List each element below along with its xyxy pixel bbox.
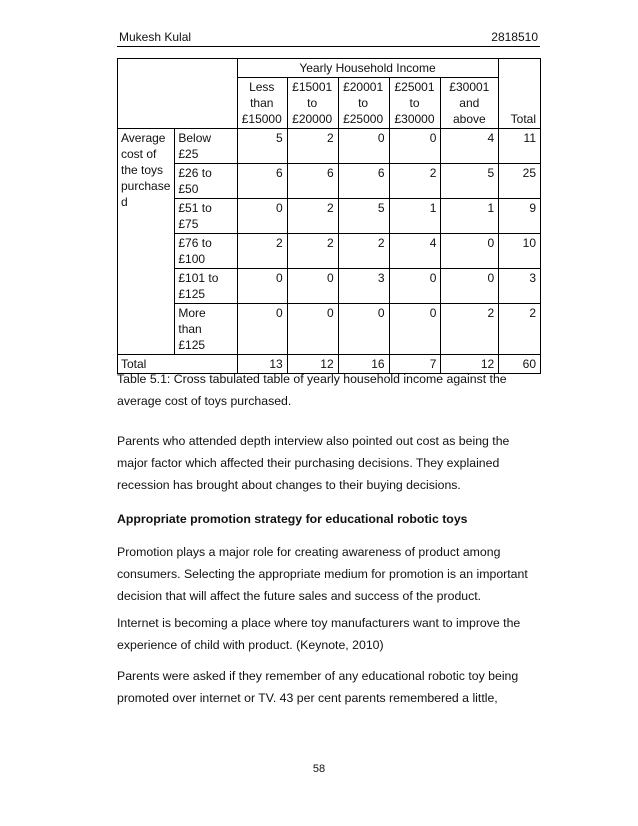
table-row	[118, 199, 541, 234]
income-column-header	[389, 78, 441, 129]
cell-line: £20001	[343, 80, 384, 94]
cross-tab-table	[117, 58, 541, 374]
table-caption: Table 5.1: Cross tabulated table of yearly household income against the average cost of toys purchased.	[117, 372, 507, 408]
column-total-cell: 12	[441, 355, 499, 374]
table-cell: 0	[338, 304, 389, 355]
cell-line: than	[178, 322, 202, 336]
column-total-cell: 7	[389, 355, 441, 374]
table-cell: 1	[389, 199, 441, 234]
page-number: 58	[312, 763, 326, 775]
corner-cell	[118, 59, 238, 129]
cost-range-label	[175, 304, 237, 355]
table-cell: 0	[441, 269, 499, 304]
cell-line: £15000	[241, 112, 282, 126]
cell-line: £51 to	[178, 201, 212, 215]
cell-line: £25	[178, 147, 199, 161]
paragraph-internet: Internet is becoming a place where toy manufacturers want to improve the experience of child with product. (Keynote, 2010)	[117, 616, 521, 652]
table-row	[118, 129, 541, 164]
row-group-label	[118, 129, 175, 355]
table-cell: 0	[389, 304, 441, 355]
grand-total-cell: 60	[499, 355, 541, 374]
income-group-header: Yearly Household Income	[237, 59, 498, 78]
cell-line: £75	[178, 217, 199, 231]
table-row	[118, 234, 541, 269]
row-total-cell: 11	[499, 129, 541, 164]
cost-range-label	[175, 164, 237, 199]
cell-line: to	[307, 96, 318, 110]
paragraph-parents: Parents were asked if they remember of any educational robotic toy being promoted over internet or TV. 43 per cent parents remembered a little,	[117, 669, 519, 705]
cost-range-label	[175, 234, 237, 269]
cell-line: More	[178, 306, 206, 320]
table-cell: 0	[287, 269, 338, 304]
table-cell: 1	[441, 199, 499, 234]
table-cell: 5	[338, 199, 389, 234]
income-column-header	[237, 78, 287, 129]
row-total-cell: 9	[499, 199, 541, 234]
table-row	[118, 304, 541, 355]
cell-line: d	[121, 195, 128, 209]
cell-line: £76 to	[178, 236, 212, 250]
cell-line: Average	[121, 131, 166, 145]
cell-line: than	[250, 96, 274, 110]
table-cell: 0	[441, 234, 499, 269]
cell-line: £125	[178, 338, 206, 352]
income-column-header	[441, 78, 499, 129]
cost-range-label	[175, 269, 237, 304]
table-cell: 2	[237, 234, 287, 269]
paragraph-cost-factor: Parents who attended depth interview also pointed out cost as being the major factor which affected their purchasing decisions. They explained recession has brought about changes to their buying decisions.	[117, 434, 510, 492]
table-cell: 0	[287, 304, 338, 355]
header-row-group	[118, 59, 541, 78]
table-cell: 5	[237, 129, 287, 164]
row-total-cell: 2	[499, 304, 541, 355]
cell-line: £26 to	[178, 166, 212, 180]
page-header	[117, 30, 540, 47]
column-total-cell: 12	[287, 355, 338, 374]
table-cell: 2	[441, 304, 499, 355]
cell-line: and	[459, 96, 480, 110]
row-total-cell: 10	[499, 234, 541, 269]
cell-line: £20000	[292, 112, 333, 126]
column-total-cell: 13	[237, 355, 287, 374]
cell-line: £100	[178, 252, 206, 266]
table-cell: 2	[389, 164, 441, 199]
section-heading: Appropriate promotion strategy for educational robotic toys	[117, 512, 468, 526]
cell-line: cost of	[121, 147, 157, 161]
table-cell: 5	[441, 164, 499, 199]
table-cell: 4	[441, 129, 499, 164]
paragraph-promotion: Promotion plays a major role for creating awareness of product among consumers. Selecting the appropriate medium for promotion is an important decision that will affect the future sales and success of the product.	[117, 545, 528, 603]
cell-line: £101 to	[178, 271, 219, 285]
cell-line: the toys	[121, 163, 164, 177]
cell-line: purchase	[121, 179, 171, 193]
row-total-cell: 25	[499, 164, 541, 199]
cell-line: £25000	[343, 112, 384, 126]
total-row-label: Total	[118, 355, 238, 374]
cell-line: above	[452, 112, 486, 126]
student-id: 2818510	[491, 30, 538, 44]
cell-line: Less	[249, 80, 275, 94]
author-name: Mukesh Kulal	[119, 30, 192, 44]
cost-range-label	[175, 199, 237, 234]
cell-line: £25001	[394, 80, 435, 94]
table-cell: 2	[338, 234, 389, 269]
cell-line: £30000	[394, 112, 435, 126]
income-column-header	[287, 78, 338, 129]
table-cell: 3	[338, 269, 389, 304]
table-cell: 0	[389, 129, 441, 164]
table-row	[118, 269, 541, 304]
total-column-header: Total	[499, 59, 541, 129]
table-cell: 2	[287, 234, 338, 269]
cell-line: to	[409, 96, 420, 110]
table-cell: 0	[237, 304, 287, 355]
cell-line: £30001	[449, 80, 490, 94]
table-cell: 6	[237, 164, 287, 199]
table-row	[118, 164, 541, 199]
table-cell: 6	[338, 164, 389, 199]
table-cell: 2	[287, 129, 338, 164]
table-cell: 0	[338, 129, 389, 164]
income-column-header	[338, 78, 389, 129]
cell-line: £50	[178, 182, 199, 196]
table-cell: 4	[389, 234, 441, 269]
table-cell: 0	[237, 199, 287, 234]
table-cell: 0	[237, 269, 287, 304]
cell-line: Below	[178, 131, 212, 145]
cell-line: £15001	[292, 80, 333, 94]
cost-range-label	[175, 129, 237, 164]
table-cell: 2	[287, 199, 338, 234]
table-cell: 6	[287, 164, 338, 199]
column-total-cell: 16	[338, 355, 389, 374]
cell-line: to	[358, 96, 369, 110]
row-total-cell: 3	[499, 269, 541, 304]
table-cell: 0	[389, 269, 441, 304]
cell-line: £125	[178, 287, 206, 301]
